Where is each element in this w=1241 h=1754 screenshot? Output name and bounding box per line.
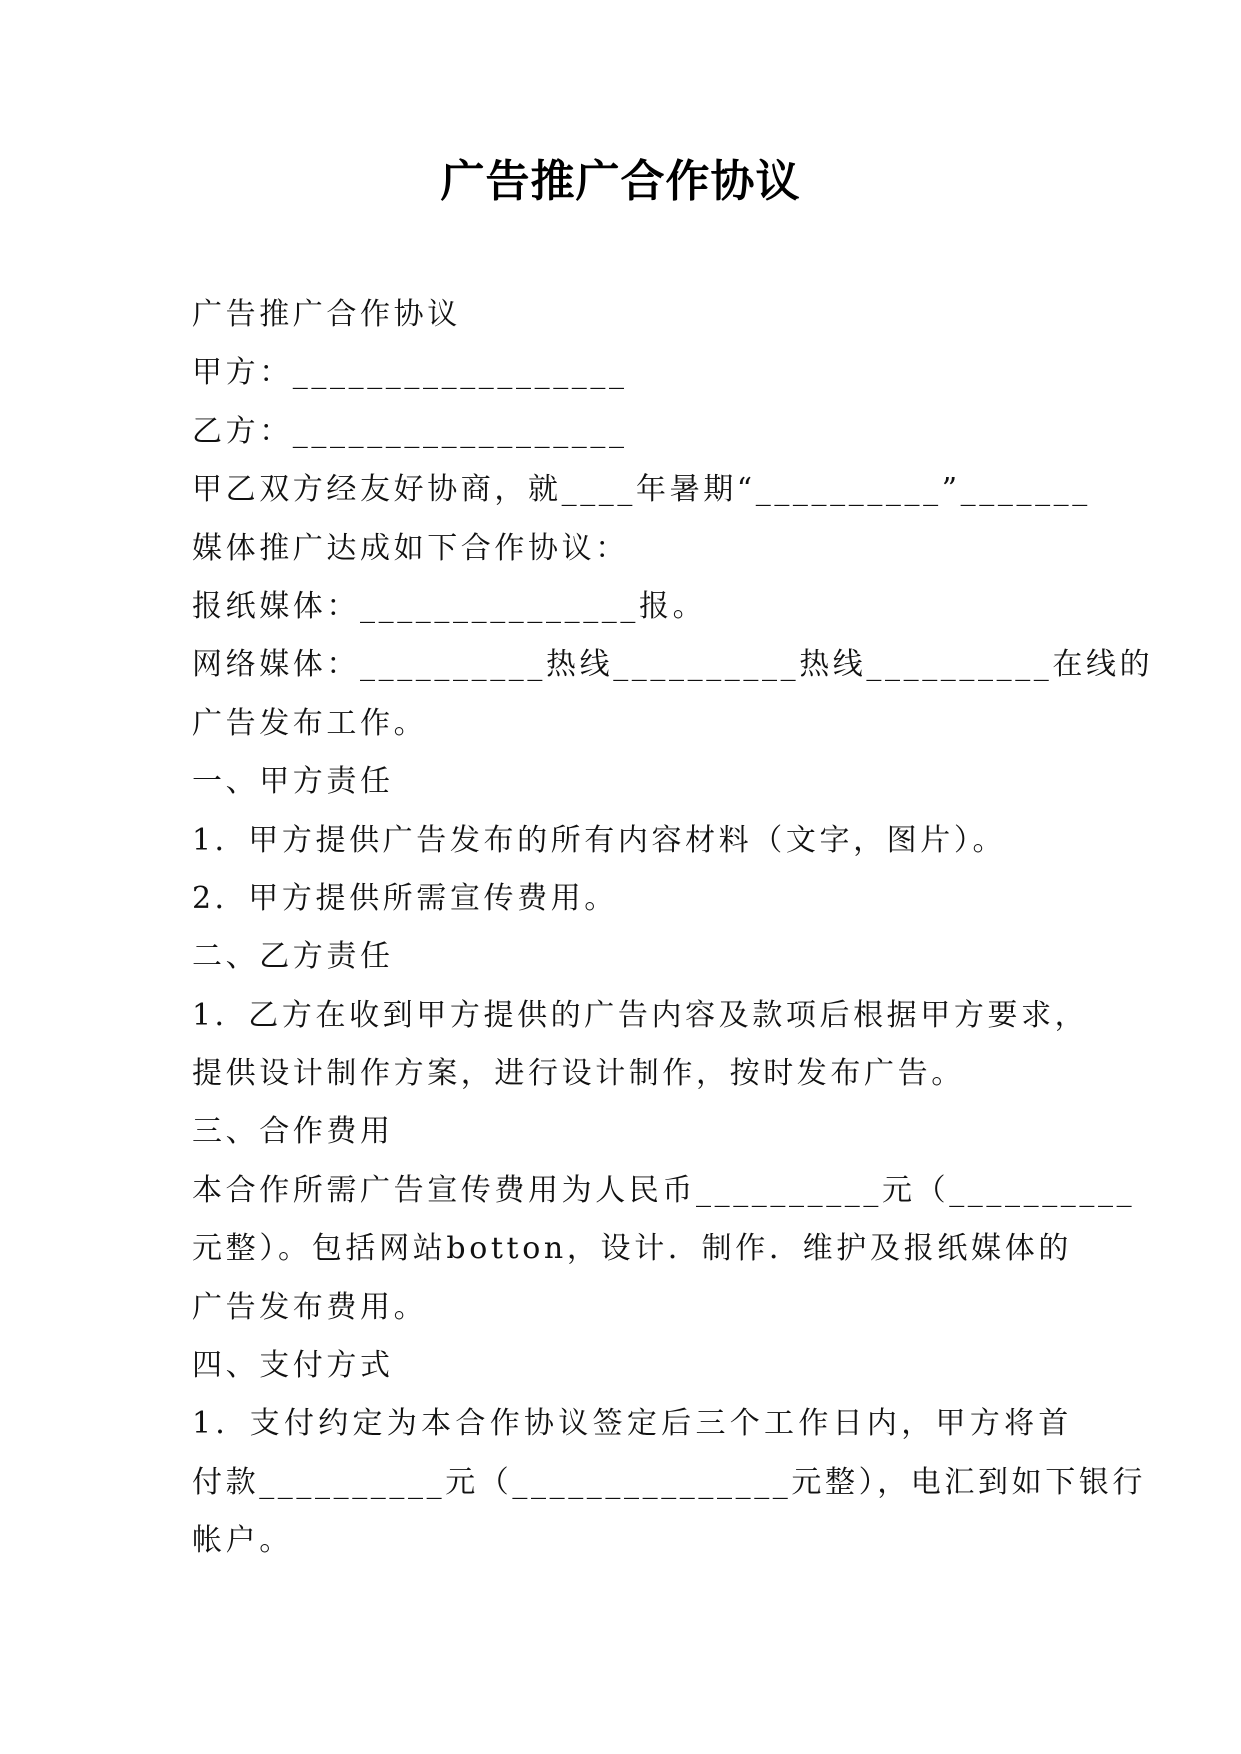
clause-line: 1．甲方提供广告发布的所有内容材料（文字，图片）。 (192, 822, 1007, 858)
paragraph-line: 本合作所需广告宣传费用为人民币__________元（__________ (192, 1172, 1136, 1208)
paragraph-line: 广告发布工作。 (192, 705, 428, 741)
clause-line: 帐户。 (192, 1523, 293, 1559)
clause-line: 1．支付约定为本合作协议签定后三个工作日内，甲方将首 (192, 1406, 1072, 1442)
document-title: 广告推广合作协议 (440, 156, 801, 207)
clause-line: 1．乙方在收到甲方提供的广告内容及款项后根据甲方要求， (192, 997, 1089, 1033)
paragraph-line: 甲乙双方经友好协商，就____年暑期“__________”_______ (192, 472, 1091, 508)
paragraph-line: 媒体推广达成如下合作协议： (192, 530, 629, 566)
paragraph-line: 网络媒体：__________热线__________热线__________在线的 (192, 647, 1154, 683)
party-a-line: 甲方：__________________ (192, 355, 628, 391)
clause-line: 2．甲方提供所需宣传费用。 (192, 880, 618, 916)
document-body (192, 286, 1154, 1571)
clause-line: 付款__________元（_______________元整），电汇到如下银行 (192, 1464, 1146, 1500)
party-b-line: 乙方：__________________ (192, 413, 628, 449)
section-heading: 一、甲方责任 (192, 764, 394, 800)
paragraph-line: 元整）。包括网站botton，设计．制作．维护及报纸媒体的 (192, 1231, 1072, 1267)
clause-line: 提供设计制作方案，进行设计制作，按时发布广告。 (192, 1056, 965, 1092)
paragraph-line: 报纸媒体：_______________报。 (192, 588, 707, 624)
paragraph-line: 广告发布费用。 (192, 1289, 428, 1325)
section-heading: 二、乙方责任 (192, 939, 394, 975)
body-heading: 广告推广合作协议 (192, 297, 461, 332)
section-heading: 三、合作费用 (192, 1114, 394, 1150)
section-heading: 四、支付方式 (192, 1348, 394, 1384)
